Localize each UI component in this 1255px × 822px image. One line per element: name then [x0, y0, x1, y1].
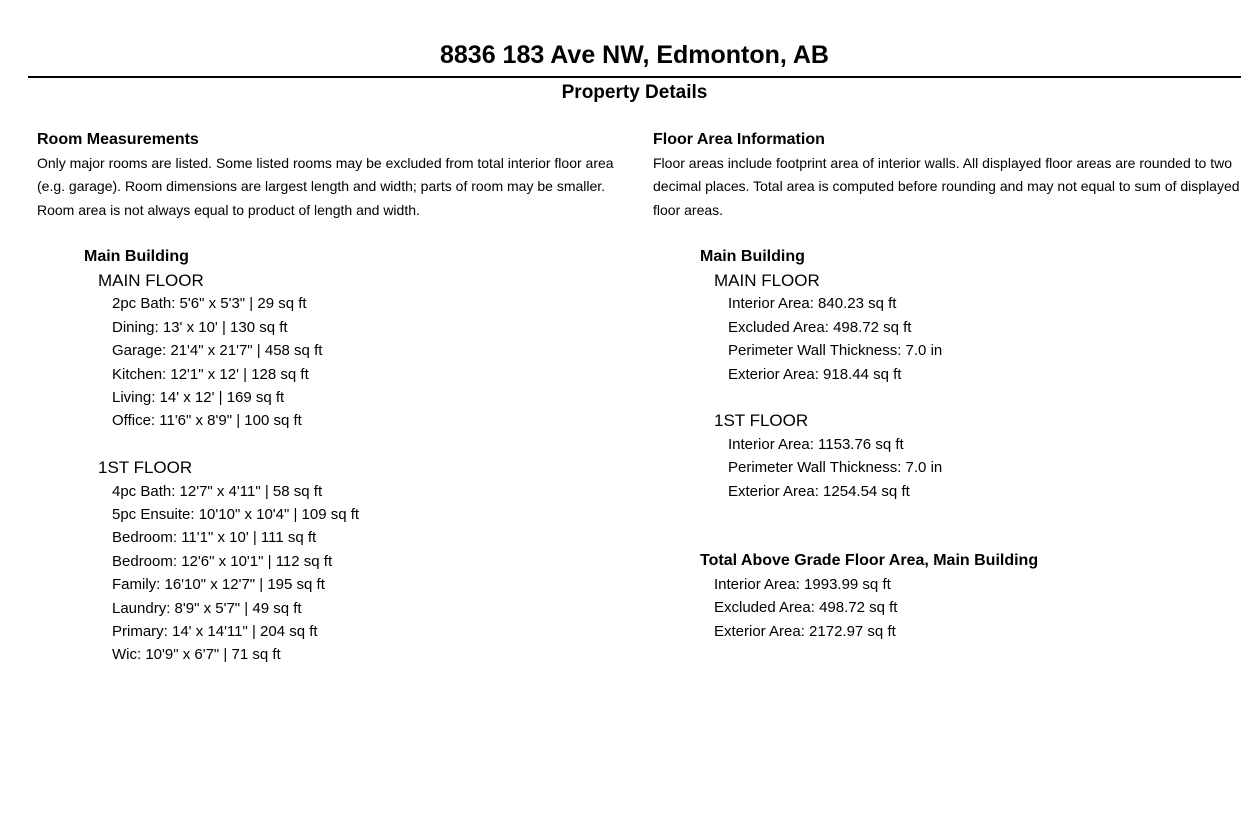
building-name: Main Building — [700, 248, 805, 265]
room-list — [112, 480, 359, 667]
floor-name: 1ST FLOOR — [98, 458, 193, 478]
room-item: Dining: 13' x 10' | 130 sq ft — [112, 318, 288, 336]
page-subtitle: Property Details — [561, 82, 708, 103]
room-item: Office: 11'6" x 8'9" | 100 sq ft — [112, 412, 302, 430]
room-floor-main — [84, 269, 359, 433]
floor-name: MAIN FLOOR — [98, 271, 204, 290]
floor-area-building — [700, 245, 942, 503]
room-item: Bedroom: 12'6" x 10'1" | 112 sq ft — [112, 552, 333, 570]
area-item: Interior Area: 1153.76 sq ft — [728, 435, 904, 453]
room-item: Kitchen: 12'1" x 12' | 128 sq ft — [112, 365, 309, 383]
room-item: 2pc Bath: 5'6" x 5'3" | 29 sq ft — [112, 295, 307, 313]
room-item: 5pc Ensuite: 10'10" x 10'4" | 109 sq ft — [112, 506, 360, 524]
total-list — [714, 573, 1038, 643]
room-list — [112, 292, 359, 432]
area-item: Exterior Area: 918.44 sq ft — [728, 365, 902, 383]
area-floor-1st — [700, 409, 942, 503]
floor-area-section — [653, 128, 1253, 640]
area-item: Perimeter Wall Thickness: 7.0 in — [728, 459, 943, 477]
room-item: Bedroom: 11'1" x 10' | 111 sq ft — [112, 529, 317, 547]
room-item: Wic: 10'9" x 6'7" | 71 sq ft — [112, 646, 281, 664]
room-measurements-note: Only major rooms are listed. Some listed rooms may be excluded from total interior floor area (e.g. garage). Room dimensions are largest length and width; parts of room may be smaller. Room area is not always equal to product of length and width. — [37, 155, 614, 218]
floor-name: MAIN FLOOR — [714, 271, 820, 290]
area-item: Perimeter Wall Thickness: 7.0 in — [728, 342, 943, 360]
room-item: Garage: 21'4" x 21'7" | 458 sq ft — [112, 342, 323, 360]
room-measurements-section — [37, 128, 627, 664]
room-floor-1st — [84, 456, 359, 667]
building-name: Main Building — [84, 248, 189, 265]
title-divider — [28, 76, 1241, 78]
room-item: Laundry: 8'9" x 5'7" | 49 sq ft — [112, 599, 302, 617]
room-item: Primary: 14' x 14'11" | 204 sq ft — [112, 623, 318, 641]
floor-area-note: Floor areas include footprint area of interior walls. All displayed floor areas are rounded to two decimal places. Total area is computed before rounding and may not equal to sum of displayed floor areas. — [653, 155, 1240, 218]
floor-area-heading: Floor Area Information — [653, 131, 825, 148]
total-item: Excluded Area: 498.72 sq ft — [714, 599, 898, 617]
room-measurements-heading: Room Measurements — [37, 131, 199, 148]
room-item: 4pc Bath: 12'7" x 4'11" | 58 sq ft — [112, 482, 323, 500]
total-item: Exterior Area: 2172.97 sq ft — [714, 622, 896, 640]
area-item: Exterior Area: 1254.54 sq ft — [728, 482, 910, 500]
floor-name: 1ST FLOOR — [714, 411, 809, 431]
total-item: Interior Area: 1993.99 sq ft — [714, 576, 891, 593]
area-item: Interior Area: 840.23 sq ft — [728, 295, 897, 313]
area-item: Excluded Area: 498.72 sq ft — [728, 318, 912, 336]
area-list — [728, 292, 942, 386]
room-item: Family: 16'10" x 12'7" | 195 sq ft — [112, 576, 325, 594]
room-measurements-building — [84, 245, 359, 667]
area-list — [728, 433, 942, 503]
total-floor-area-heading: Total Above Grade Floor Area, Main Building — [700, 552, 1039, 569]
room-item: Living: 14' x 12' | 169 sq ft — [112, 389, 285, 407]
total-floor-area — [700, 549, 1038, 643]
area-floor-main — [700, 269, 942, 386]
page-title: 8836 183 Ave NW, Edmonton, AB — [440, 41, 829, 69]
